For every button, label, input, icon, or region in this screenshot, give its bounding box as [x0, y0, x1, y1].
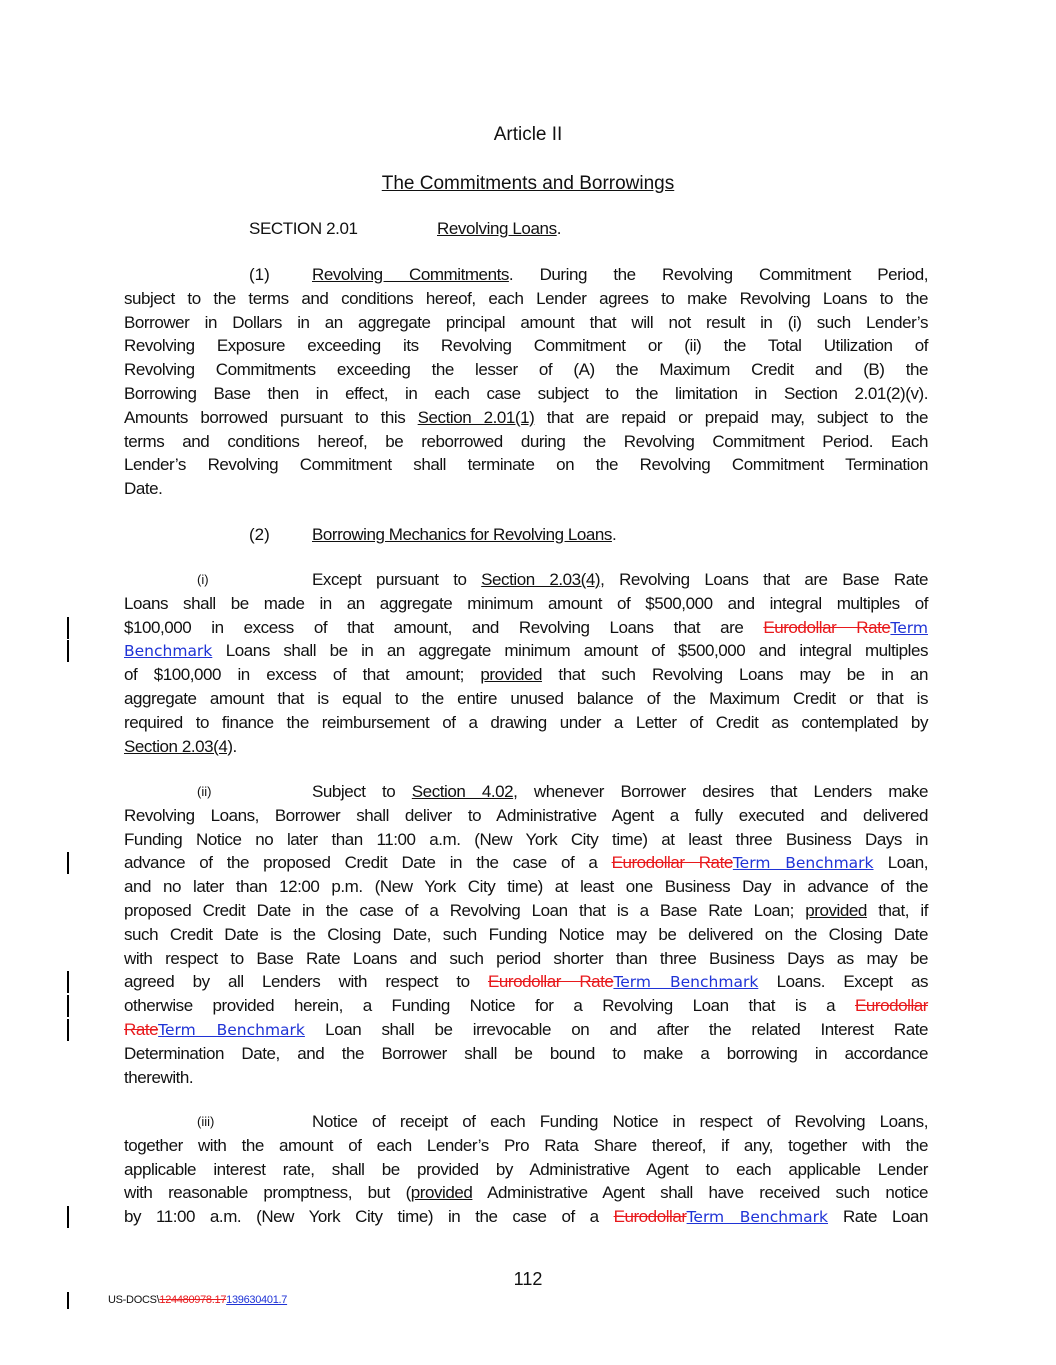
article-heading: Article II [493, 124, 563, 145]
text-run: required to finance the reimbursement of a drawing under a Letter of Credit as contemplated by [124, 712, 928, 732]
text-run: Loans shall be made in an aggregate minimum amount of $500,000 and integral multiples of [124, 593, 928, 613]
text-run: Funding Notice no later than 11:00 a.m. (New York City time) at least three Business Days in [124, 829, 928, 849]
underlined-text: Section 2.01(1) [417, 407, 535, 427]
text-run: together with the amount of each Lender’s Pro Rata Share thereof, if any, together with the [124, 1135, 928, 1155]
inserted-text: Term Benchmark [158, 1020, 305, 1039]
text-run: , Revolving Loans that are Base Rate [600, 570, 928, 589]
text-run: terms and conditions hereof, be reborrowed during the Revolving Commitment Period. Each [124, 431, 928, 451]
text-run: Subject to [312, 782, 412, 801]
document-footer [108, 1294, 287, 1306]
text-run: Revolving Loans, Borrower shall deliver to Administrative Agent a fully executed and delivered [124, 805, 928, 825]
deleted-text: Eurodollar [613, 1207, 687, 1227]
paragraph-label: (1) [249, 265, 270, 284]
inserted-text: Term Benchmark [613, 973, 759, 992]
paragraph-pii [124, 780, 928, 1089]
text-line [124, 358, 928, 382]
text-run: applicable interest rate, shall be provided by Administrative Agent to each applicable Lender [124, 1159, 928, 1179]
text-line [124, 523, 928, 547]
page-number: 112 [513, 1269, 543, 1289]
text-line [124, 382, 928, 406]
text-line [124, 947, 928, 971]
text-run: that are repaid or prepaid may, subject to the [534, 407, 928, 427]
underlined-text: Section 2.03(4) [481, 570, 601, 589]
change-bar [67, 1206, 69, 1228]
text-run: $100,000 in excess of that amount, and Revolving Loans that are [124, 617, 764, 637]
section-number: SECTION 2.01 [249, 219, 358, 238]
text-line [124, 711, 928, 735]
underlined-text: provided [410, 1183, 473, 1203]
change-bar [67, 1292, 69, 1309]
text-line [124, 406, 928, 430]
text-run: Administrative Agent shall have received such notice [472, 1183, 928, 1203]
paragraph-label: (iii) [197, 1114, 215, 1129]
text-line [124, 616, 928, 640]
text-line [124, 970, 928, 994]
text-run: Loans shall be in an aggregate minimum amount of $500,000 and integral multiples [212, 641, 928, 661]
paragraph-p2 [124, 523, 928, 547]
text-run: otherwise provided herein, a Funding Notice for a Revolving Loan that is a [124, 996, 855, 1016]
text-run: . During the Revolving Commitment Period, [508, 265, 928, 284]
text-run: Notice of receipt of each Funding Notice in respect of Revolving Loans, [312, 1112, 928, 1131]
deleted-text: Eurodollar Rate [611, 853, 733, 873]
text-line [124, 1042, 928, 1066]
inserted-text: Term Benchmark [686, 1208, 829, 1227]
text-line [124, 851, 928, 875]
text-line [124, 994, 928, 1018]
underlined-text: provided [805, 900, 867, 920]
text-run: with respect to Base Rate Loans and such period shorter than three Business Days as may be [124, 948, 928, 968]
inserted-text: Term [890, 618, 928, 637]
underlined-text: Borrowing Mechanics for Revolving Loans [312, 525, 612, 544]
article-title-wrap [0, 173, 1056, 195]
text-run: Loans. Except as [758, 972, 929, 992]
text-run: Lender’s Revolving Commitment shall terminate on the Revolving Commitment Termination [124, 455, 928, 475]
text-run: Determination Date, and the Borrower shall be bound to make a borrowing in accordance [124, 1043, 928, 1063]
article-title: The Commitments and Borrowings [381, 173, 675, 194]
text-run: Borrower in Dollars in an aggregate principal amount that will not result in (i) such Lender’s [124, 312, 928, 332]
paragraph-label: (i) [197, 572, 209, 587]
text-run: . [232, 736, 237, 756]
text-line [124, 311, 928, 335]
section-title: Revolving Loans [437, 219, 557, 238]
inserted-text: Term Benchmark [732, 854, 874, 873]
paragraph-p1 [124, 263, 928, 501]
underlined-text: Section 2.03(4) [124, 736, 233, 756]
text-run: Borrowing Base then in effect, in each case subject to the limitation in Section 2.01(2)(v). [124, 383, 928, 403]
text-run: Revolving Commitments exceeding the lesser of (A) the Maximum Credit and (B) the [124, 360, 928, 380]
text-line [124, 639, 928, 663]
text-line [124, 687, 928, 711]
text-line [124, 1181, 928, 1205]
text-run: that such Revolving Loans may be in an [541, 665, 928, 685]
change-bar [67, 852, 69, 874]
text-line [124, 804, 928, 828]
text-line [124, 263, 928, 287]
text-run: therewith. [124, 1067, 194, 1087]
underlined-text: Revolving Commitments [312, 265, 509, 284]
text-run: advance of the proposed Credit Date in the case of a [124, 853, 612, 873]
text-run: . [611, 525, 617, 544]
text-line [124, 923, 928, 947]
text-line [124, 453, 928, 477]
text-run: that, if [866, 900, 928, 920]
text-run: Rate Loan [828, 1207, 928, 1227]
text-line [124, 334, 928, 358]
text-line [124, 477, 928, 501]
deleted-text: Rate [124, 1019, 159, 1039]
text-run: Loan, [873, 853, 928, 873]
text-run: of $100,000 in excess of that amount; [124, 665, 481, 685]
text-line [124, 1134, 928, 1158]
text-run: such Credit Date is the Closing Date, such Funding Notice may be delivered on the Closing Date [124, 924, 928, 944]
text-line [124, 1018, 928, 1042]
text-line [124, 828, 928, 852]
text-line [124, 735, 928, 759]
paragraph-label: (ii) [197, 784, 212, 799]
underlined-text: provided [480, 665, 542, 685]
text-line [124, 1066, 928, 1090]
text-run: agreed by all Lenders with respect to [124, 972, 488, 992]
text-run: subject to the terms and conditions hereof, each Lender agrees to make Revolving Loans to the [124, 288, 928, 308]
text-line [124, 430, 928, 454]
deleted-text: Eurodollar [855, 996, 928, 1016]
text-line [124, 1158, 928, 1182]
text-line [124, 899, 928, 923]
footer-prefix: US-DOCS\ [108, 1294, 160, 1306]
text-run: Amounts borrowed pursuant to this [124, 407, 418, 427]
deleted-text: Eurodollar Rate [487, 972, 614, 992]
text-run: proposed Credit Date in the case of a Revolving Loan that is a Base Rate Loan; [124, 900, 806, 920]
footer-deleted-id: 124480978.17 [159, 1294, 227, 1306]
change-bar [67, 995, 69, 1017]
deleted-text: Eurodollar Rate [763, 617, 891, 637]
text-line [124, 663, 928, 687]
section-title-suffix: . [556, 219, 562, 238]
text-run: Loan shall be irrevocable on and after the related Interest Rate [304, 1019, 928, 1039]
text-run: and no later than 12:00 p.m. (New York City time) at least one Business Day in advance of the [124, 877, 928, 897]
text-run: , whenever Borrower desires that Lenders make [513, 782, 928, 801]
change-bar [67, 971, 69, 993]
text-run: Except pursuant to [312, 570, 482, 589]
section-title-wrap [437, 219, 561, 239]
footer-inserted-id: 139630401.7 [226, 1294, 288, 1306]
text-line [124, 1110, 928, 1134]
change-bar [67, 617, 69, 639]
text-run: by 11:00 a.m. (New York City time) in the case of a [124, 1207, 614, 1227]
section-heading [249, 219, 562, 239]
text-run: aggregate amount that is equal to the entire unused balance of the Maximum Credit or that is [124, 688, 928, 708]
text-line [124, 780, 928, 804]
text-line [124, 568, 928, 592]
text-line [124, 875, 928, 899]
paragraph-label: (2) [249, 525, 270, 544]
text-line [124, 592, 928, 616]
paragraph-piii [124, 1110, 928, 1229]
underlined-text: Section 4.02 [411, 782, 514, 801]
inserted-text: Benchmark [124, 642, 213, 661]
change-bar [67, 640, 69, 662]
text-line [124, 1205, 928, 1229]
paragraph-pi [124, 568, 928, 758]
text-line [124, 287, 928, 311]
text-run: Revolving Exposure exceeding its Revolving Commitment or (ii) the Total Utilization of [124, 336, 928, 356]
text-run: with reasonable promptness, but ( [124, 1183, 411, 1203]
change-bar [67, 1019, 69, 1041]
text-run: Date. [124, 479, 163, 499]
